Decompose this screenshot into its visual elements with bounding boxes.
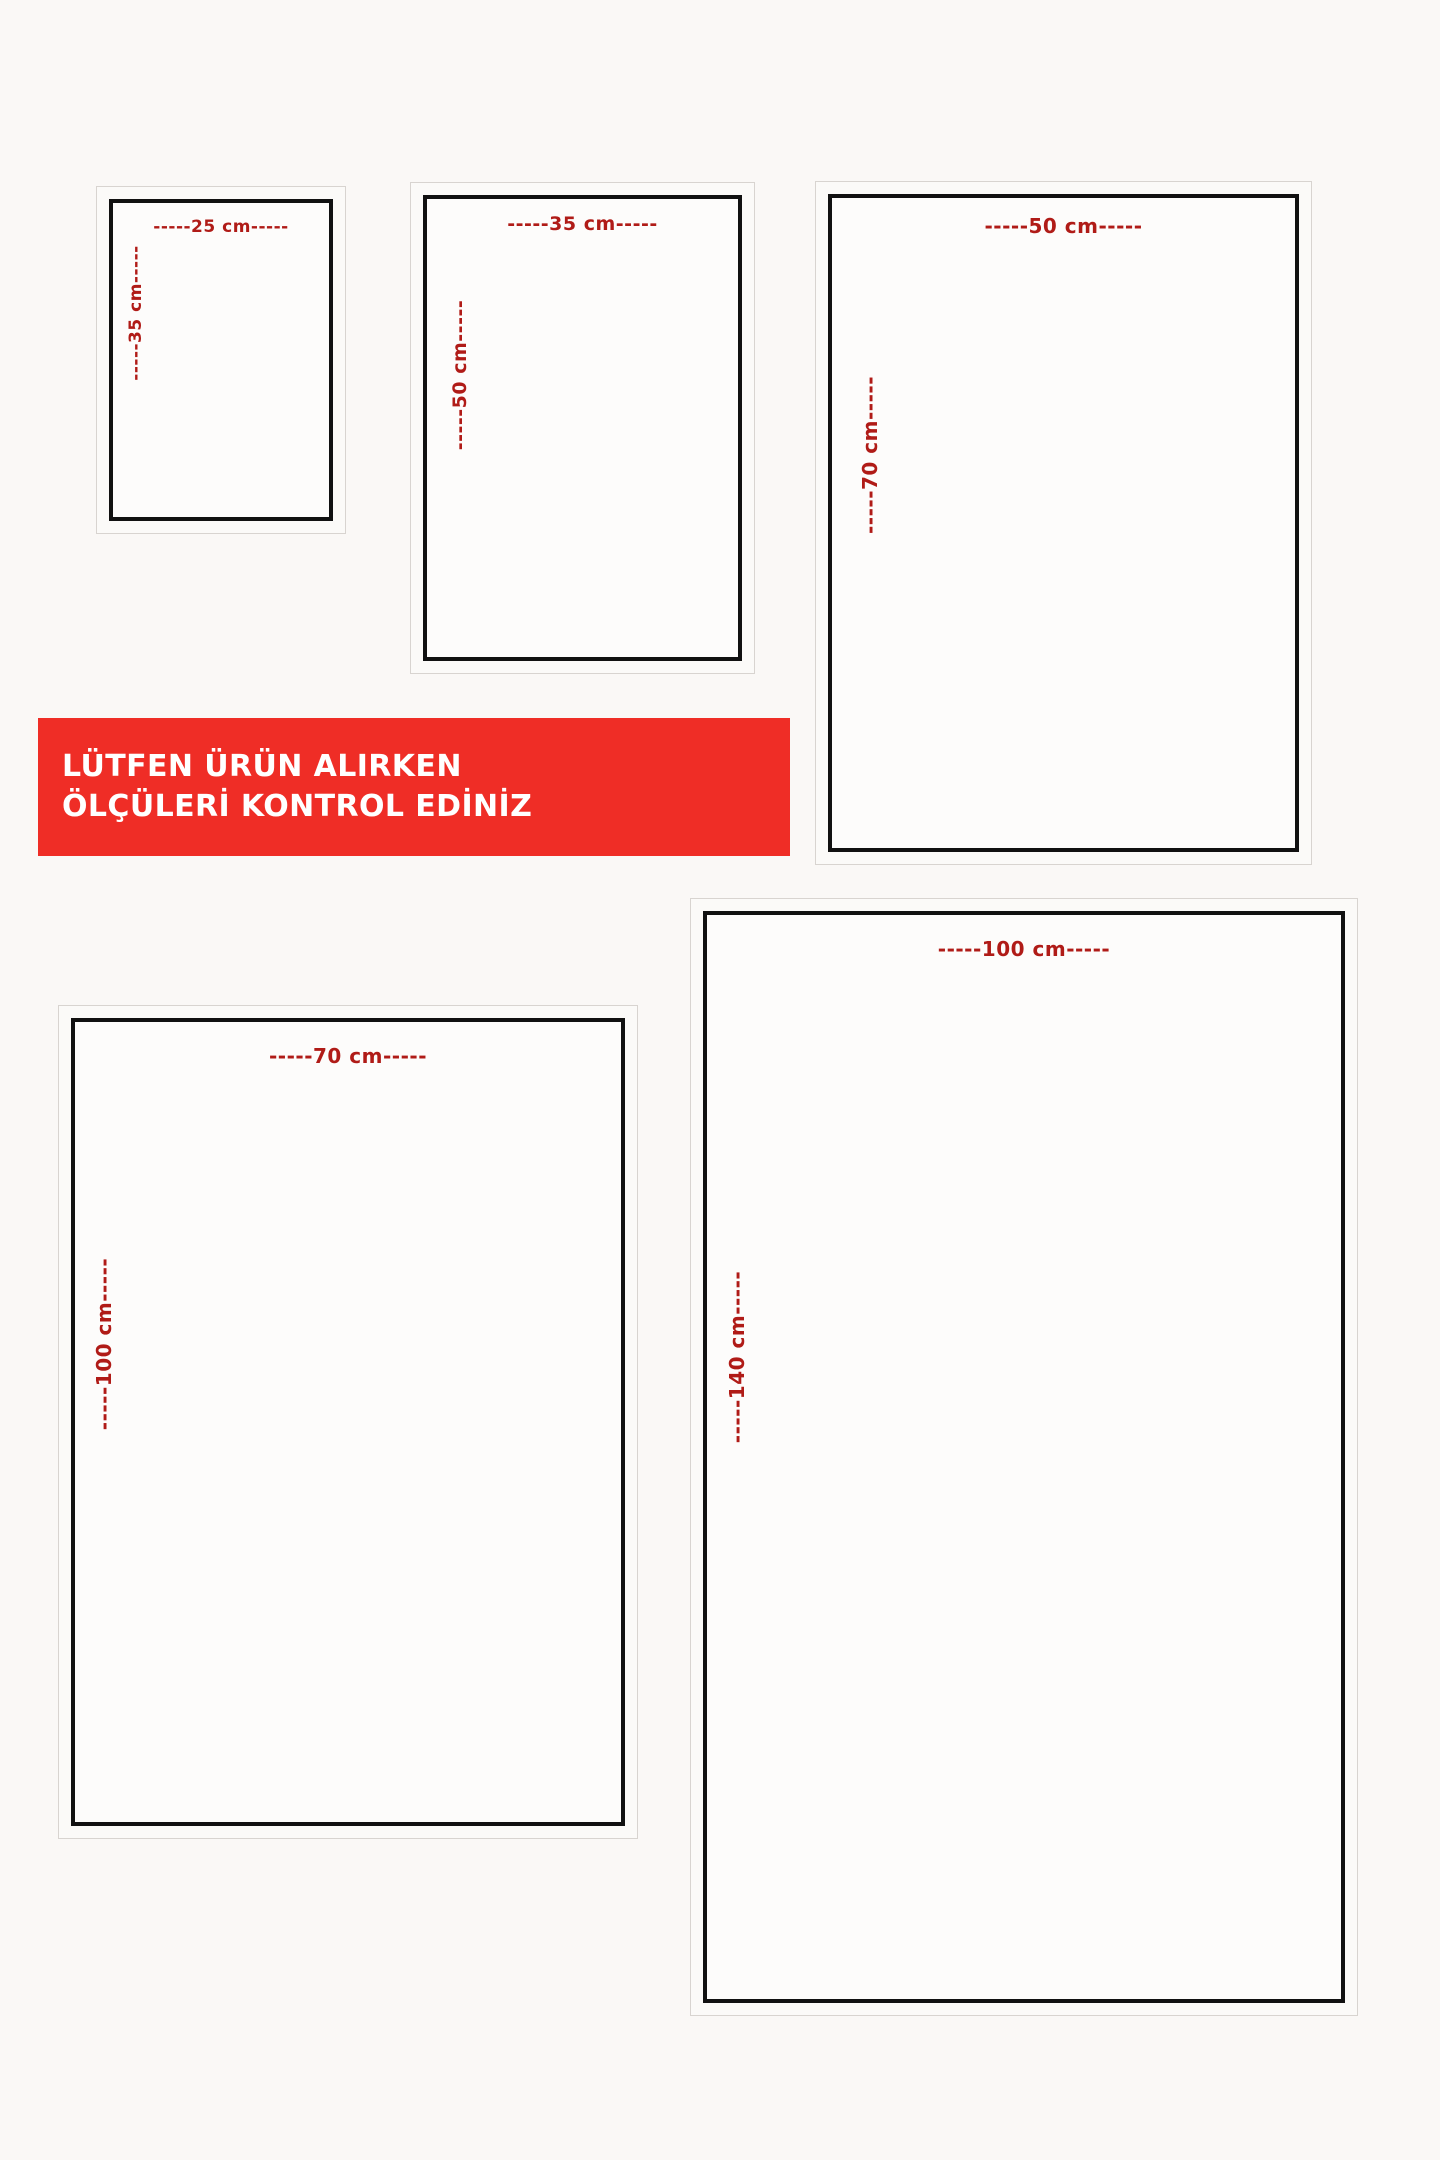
frame-70x100-height-label: -----100 cm----- [92, 1257, 116, 1431]
frame-50x70-width-label: -----50 cm----- [984, 214, 1143, 238]
frame-35x50-height-label: -----50 cm----- [449, 299, 471, 451]
frame-25x35 [96, 186, 346, 534]
frame-50x70-height-label: -----70 cm----- [858, 376, 882, 534]
frame-35x50-inner [423, 195, 742, 661]
frame-70x100-width-label: -----70 cm----- [269, 1044, 427, 1068]
frame-50x70-inner [828, 194, 1299, 852]
frame-70x100 [58, 1005, 638, 1839]
frame-100x140-inner [703, 911, 1345, 2003]
notice-line-1: LÜTFEN ÜRÜN ALIRKEN [62, 749, 462, 785]
frame-100x140 [690, 898, 1358, 2016]
size-check-notice [38, 718, 790, 856]
frame-100x140-width-label: -----100 cm----- [937, 937, 1111, 961]
frame-50x70 [815, 181, 1312, 865]
frame-25x35-inner [109, 199, 333, 521]
frame-25x35-width-label: -----25 cm----- [153, 217, 289, 237]
frame-25x35-height-label: -----35 cm----- [126, 245, 146, 381]
notice-line-2: ÖLÇÜLERİ KONTROL EDİNİZ [62, 789, 533, 824]
frame-35x50 [410, 182, 755, 674]
frame-70x100-inner [71, 1018, 625, 1826]
frame-35x50-width-label: -----35 cm----- [507, 213, 658, 235]
frame-100x140-height-label: -----140 cm----- [725, 1270, 749, 1444]
